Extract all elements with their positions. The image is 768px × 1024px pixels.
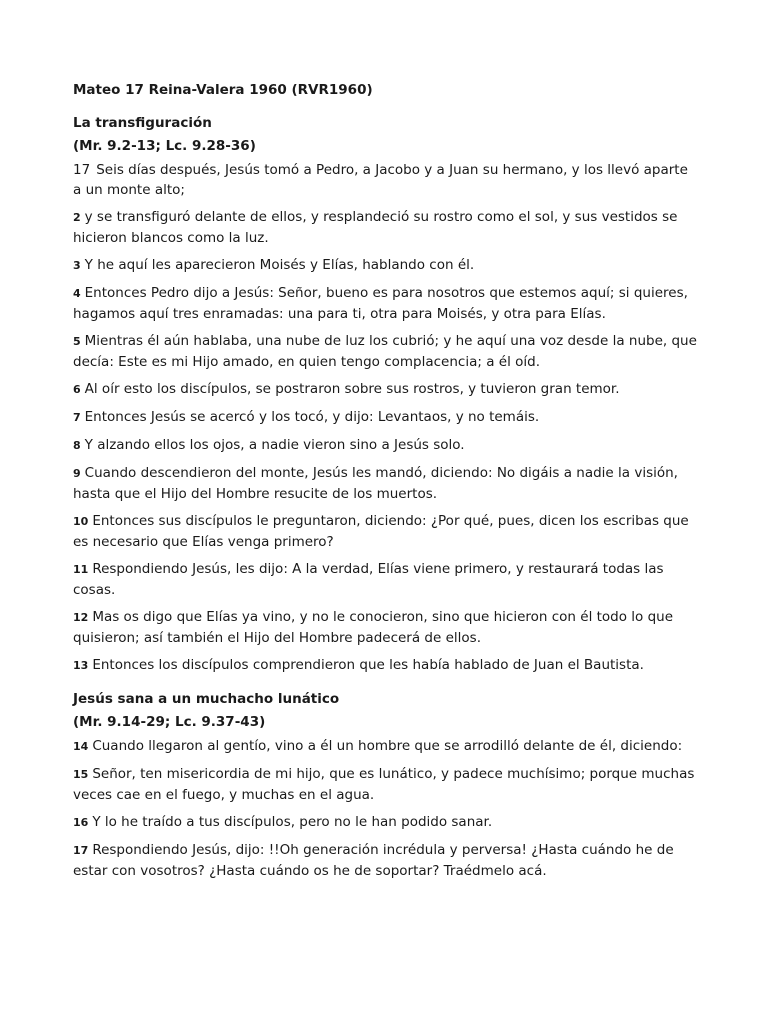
verse-text: y se transfiguró delante de ellos, y resplandeció su rostro como el sol, y sus vestidos se hicieron blancos como la luz. bbox=[73, 209, 678, 246]
verse-text: Mientras él aún hablaba, una nube de luz los cubrió; y he aquí una voz desde la nube, que decía: Este es mi Hijo amado, en quien tengo complacencia; a él oíd. bbox=[73, 333, 697, 370]
section-transfiguration bbox=[73, 113, 698, 676]
verse bbox=[73, 840, 698, 881]
verse bbox=[73, 407, 698, 428]
verse-text: Cuando descendieron del monte, Jesús les mandó, diciendo: No digáis a nadie la visión, hasta que el Hijo del Hombre resucite de los muertos. bbox=[73, 465, 678, 502]
verse bbox=[73, 655, 698, 676]
verse-text: Al oír esto los discípulos, se postraron sobre sus rostros, y tuvieron gran temor. bbox=[84, 381, 620, 397]
verse-number: 2 bbox=[73, 211, 81, 224]
verse bbox=[73, 160, 698, 200]
section-lunatic-boy bbox=[73, 689, 698, 881]
verse-text: Entonces sus discípulos le preguntaron, diciendo: ¿Por qué, pues, dicen los escribas que es necesario que Elías venga primero? bbox=[73, 513, 689, 550]
verse-text: Cuando llegaron al gentío, vino a él un hombre que se arrodilló delante de él, diciendo: bbox=[92, 738, 683, 754]
verse-number: 6 bbox=[73, 383, 81, 396]
verse-number: 10 bbox=[73, 515, 89, 528]
verse-text: Y lo he traído a tus discípulos, pero no le han podido sanar. bbox=[92, 814, 493, 830]
verse-text: Entonces Pedro dijo a Jesús: Señor, bueno es para nosotros que estemos aquí; si quieres, hagamos aquí tres enramadas: una para ti, otra para Moisés, y otra para Elías. bbox=[73, 285, 688, 322]
verse-text: Y alzando ellos los ojos, a nadie vieron sino a Jesús solo. bbox=[84, 437, 465, 453]
verse-number: 14 bbox=[73, 740, 89, 753]
verse-number: 13 bbox=[73, 659, 89, 672]
section-reference: (Mr. 9.2-13; Lc. 9.28-36) bbox=[73, 138, 256, 154]
verse-number: 12 bbox=[73, 611, 89, 624]
verse-number: 5 bbox=[73, 335, 81, 348]
verse-number: 8 bbox=[73, 439, 81, 452]
verse-number: 17 bbox=[73, 844, 89, 857]
verse bbox=[73, 379, 698, 400]
verse-text: Entonces Jesús se acercó y los tocó, y dijo: Levantaos, y no temáis. bbox=[84, 409, 540, 425]
verse-number: 7 bbox=[73, 411, 81, 424]
verse bbox=[73, 812, 698, 833]
verse bbox=[73, 331, 698, 372]
document-page bbox=[73, 80, 698, 881]
section-heading: Jesús sana a un muchacho lunático bbox=[73, 691, 340, 707]
verse-number: 16 bbox=[73, 816, 89, 829]
verse bbox=[73, 283, 698, 324]
verse-text: Mas os digo que Elías ya vino, y no le conocieron, sino que hicieron con él todo lo que quisieron; así también el Hijo del Hombre padecerá de ellos. bbox=[73, 609, 674, 646]
verse-number: 4 bbox=[73, 287, 81, 300]
verse bbox=[73, 463, 698, 504]
verse bbox=[73, 255, 698, 276]
verse bbox=[73, 435, 698, 456]
verse bbox=[73, 607, 698, 648]
verse-number: 9 bbox=[73, 467, 81, 480]
section-reference: (Mr. 9.14-29; Lc. 9.37-43) bbox=[73, 714, 266, 730]
verse-text: Respondiendo Jesús, les dijo: A la verdad, Elías viene primero, y restaurará todas las cosas. bbox=[73, 561, 664, 598]
verse-text: Entonces los discípulos comprendieron que les había hablado de Juan el Bautista. bbox=[92, 657, 644, 673]
verse-text: Señor, ten misericordia de mi hijo, que es lunático, y padece muchísimo; porque muchas veces cae en el fuego, y muchas en el agua. bbox=[73, 766, 695, 803]
verse bbox=[73, 207, 698, 248]
chapter-number: 17 bbox=[73, 162, 91, 178]
verse-text: Y he aquí les aparecieron Moisés y Elías, hablando con él. bbox=[84, 257, 475, 273]
verse bbox=[73, 559, 698, 600]
document-title: Mateo 17 Reina-Valera 1960 (RVR1960) bbox=[73, 82, 373, 98]
verse-number: 3 bbox=[73, 259, 81, 272]
verse bbox=[73, 736, 698, 757]
verse-text: Respondiendo Jesús, dijo: !!Oh generación incrédula y perversa! ¿Hasta cuándo he de estar con vosotros? ¿Hasta cuándo os he de soportar? Traédmelo acá. bbox=[73, 842, 674, 879]
verse-text: Seis días después, Jesús tomó a Pedro, a Jacobo y a Juan su hermano, y los llevó aparte a un monte alto; bbox=[73, 162, 688, 198]
verse-number: 11 bbox=[73, 563, 89, 576]
verse-number: 15 bbox=[73, 768, 89, 781]
verse bbox=[73, 764, 698, 805]
verse bbox=[73, 511, 698, 552]
section-heading: La transfiguración bbox=[73, 115, 212, 131]
